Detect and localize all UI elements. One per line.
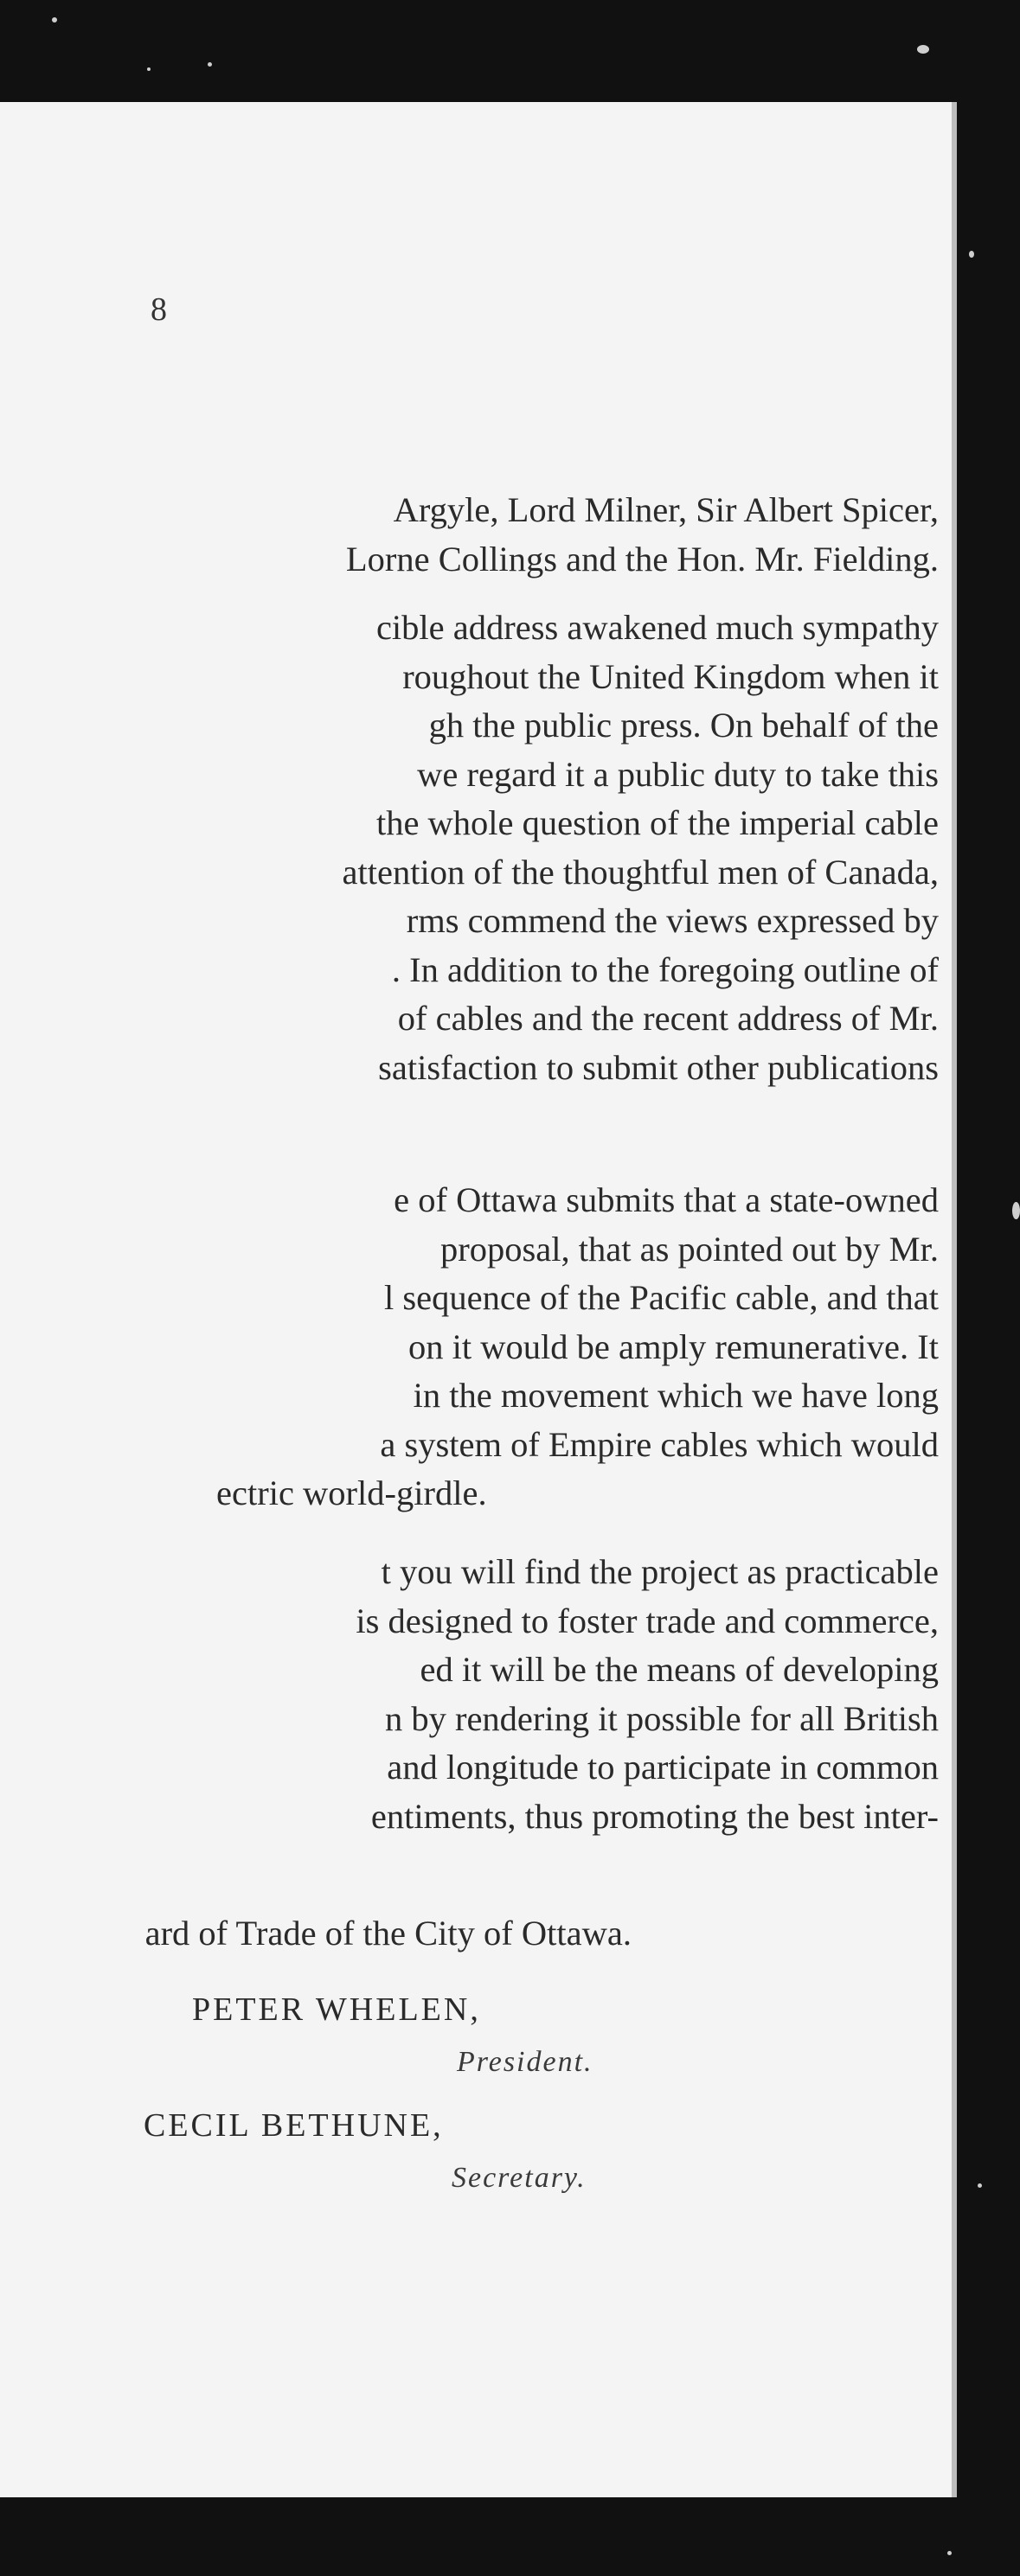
dust-speck — [947, 2551, 952, 2555]
text-line: of cables and the recent address of Mr. — [397, 999, 939, 1038]
paragraph-1 — [0, 486, 939, 584]
text-line: proposal, that as pointed out by Mr. — [440, 1229, 939, 1269]
signatory-name: CECIL BETHUNE, — [144, 2107, 444, 2144]
paragraph-2 — [0, 604, 939, 1092]
text-line: n by rendering it possible for all British — [384, 1698, 939, 1738]
text-line: cible address awakened much sympathy — [375, 608, 939, 647]
document-page — [0, 102, 955, 2497]
text-line: . In addition to the foregoing outline of — [391, 949, 939, 989]
text-line: l sequence of the Pacific cable, and that — [384, 1278, 939, 1317]
text-line: roughout the United Kingdom when it — [402, 656, 939, 696]
closing-line: ard of Trade of the City of Ottawa. — [144, 1914, 632, 1953]
text-line: on it would be amply remunerative. It — [408, 1326, 939, 1366]
text-line: we regard it a public duty to take this — [417, 754, 939, 794]
text-line: t you will find the project as practicable — [381, 1552, 939, 1591]
text-line: satisfaction to submit other publications — [378, 1047, 939, 1087]
paragraph-4 — [0, 1548, 939, 1841]
text-line: entiments, thus promoting the best inter- — [370, 1796, 939, 1836]
dust-speck — [978, 2183, 982, 2188]
page-number: 8 — [151, 291, 167, 328]
dust-speck — [917, 45, 929, 54]
text-line: ed it will be the means of developing — [420, 1650, 939, 1689]
signatory-title: Secretary. — [452, 2162, 587, 2194]
text-line: ectric world-girdle. — [216, 1473, 487, 1512]
dust-speck — [969, 251, 974, 258]
text-line: is designed to foster trade and commerce, — [356, 1601, 939, 1640]
text-line: e of Ottawa submits that a state-owned — [394, 1180, 939, 1219]
dust-speck — [1012, 1202, 1020, 1219]
signatory-title: President. — [457, 2046, 593, 2078]
signatory-name: PETER WHELEN, — [192, 1991, 481, 2028]
text-line: Lorne Collings and the Hon. Mr. Fielding. — [345, 539, 939, 578]
text-line: Argyle, Lord Milner, Sir Albert Spicer, — [393, 490, 939, 529]
text-line: rms commend the views expressed by — [406, 901, 939, 940]
dust-speck — [52, 17, 57, 22]
text-line: in the movement which we have long — [413, 1376, 939, 1415]
paragraph-3 — [0, 1176, 939, 1518]
text-line: the whole question of the imperial cable — [375, 803, 939, 842]
text-line: and longitude to participate in common — [387, 1748, 939, 1787]
text-line: attention of the thoughtful men of Canada, — [342, 852, 939, 892]
dust-speck — [208, 62, 212, 67]
page-edge-shadow — [952, 102, 957, 2497]
dust-speck — [147, 67, 151, 71]
text-line: a system of Empire cables which would — [380, 1424, 939, 1464]
text-line: gh the public press. On behalf of the — [428, 706, 939, 745]
